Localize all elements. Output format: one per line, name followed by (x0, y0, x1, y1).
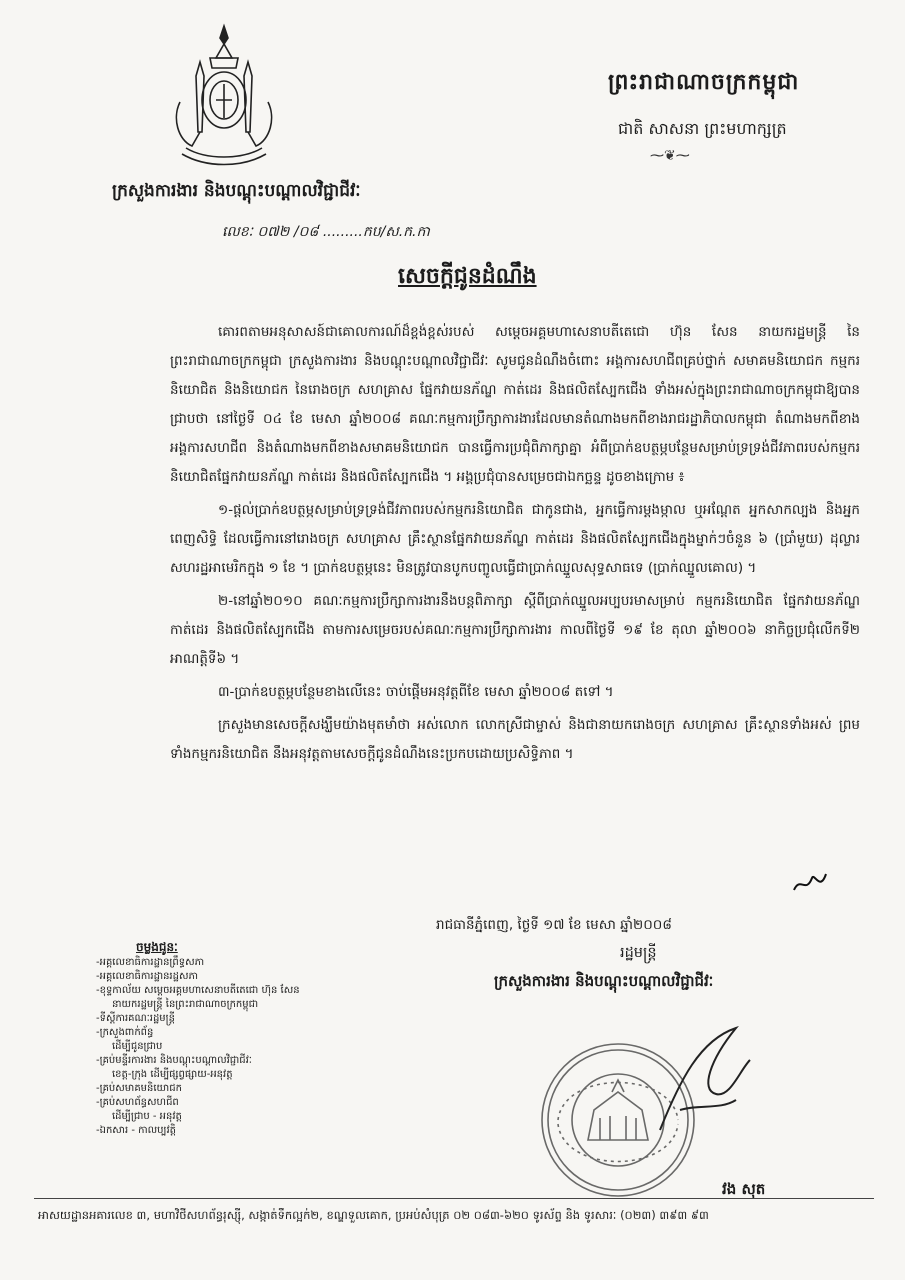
recipient-item: -គ្រប់សមាគមនិយោជក (96, 1083, 182, 1094)
signatory-ministry: ក្រសួងការងារ និងបណ្តុះបណ្តាលវិជ្ជាជីវៈ (494, 972, 714, 990)
recipients-heading: ចម្លងជូនៈ (136, 940, 178, 954)
body-paragraph-intro: គោរពតាមអនុសាសន៍ជាគោលការណ៍ដ៏ខ្ពង់ខ្ពស់របស់ សម្តេចអគ្គមហាសេនាបតីតេជោ ហ៊ុន សែន នាយករដ្ឋមន្ត្រី នៃព្រះរាជាណាចក្រកម្ពុជា ក្រសួងការងារ និងបណ្តុះបណ្តាលវិជ្ជាជីវៈ សូមជូនដំណឹងចំពោះ អង្គការសហជីពគ្រប់ថ្នាក់ សមាគមនិយោជក កម្មករនិយោជិត និងនិយោជក នៃរោងចក្រ សហគ្រាស ផ្នែកវាយនភ័ណ្ឌ កាត់ដេរ និងផលិតស្បែកជើង ទាំងអស់ក្នុងព្រះរាជាណាចក្រកម្ពុជាឱ្យបានជ្រាបថា នៅថ្ងៃទី ០៤ ខែ មេសា ឆ្នាំ២០០៨ គណៈកម្មការប្រឹក្សាការងារដែលមានតំណាងមកពីខាងរាជរដ្ឋាភិបាលកម្ពុជា តំណាងមកពីខាងអង្គការសហជីព និងតំណាងមកពីខាងសមាគមនិយោជក បានធ្វើការប្រជុំពិភាក្សាគ្នា អំពីប្រាក់ឧបត្ថម្ភបន្ថែមសម្រាប់ទ្រទ្រង់ជីវភាពរបស់កម្មករនិយោជិតផ្នែកវាយនភ័ណ្ឌ កាត់ដេរ និងផលិតស្បែកជើង ។ អង្គប្រជុំបានសម្រេចជាឯកច្ឆន្ទ ដូចខាងក្រោម ៖ (170, 324, 860, 485)
national-motto: ជាតិ សាសនា ព្រះមហាក្សត្រ (618, 119, 787, 138)
reference-number: លេខៈ ០៧២ /០៨ .........កប/ស.ក.កា (222, 224, 430, 240)
recipient-item: នាយករដ្ឋមន្ត្រី នៃព្រះរាជាណាចក្រកម្ពុជា (112, 999, 259, 1010)
recipient-item: -គ្រប់មន្ទីរការងារ និងបណ្តុះបណ្តាលវិជ្ជាជីវៈ (96, 1055, 252, 1066)
recipient-item: -ក្រសួងពាក់ព័ន្ធ (96, 1027, 154, 1038)
recipient-item: -អគ្គលេខាធិការដ្ឋានរដ្ឋសភា (96, 971, 198, 982)
body-paragraph-point-1: ១-ផ្តល់ប្រាក់ឧបត្ថម្ភសម្រាប់ទ្រទ្រង់ជីវភាពរបស់កម្មករនិយោជិត ជាកូនជាង, អ្នកធ្វើការម្តងម្កាល ឬអណ្តែត អ្នកសាកល្បង និងអ្នកពេញសិទ្ធិ ដែលធ្វើការនៅរោងចក្រ សហគ្រាស គ្រឹះស្ថានផ្នែកវាយនភ័ណ្ឌ កាត់ដេរ និងផលិតស្បែកជើងក្នុងម្នាក់ៗចំនួន ៦ (ប្រាំមួយ) ដុល្លារសហរដ្ឋអាមេរិកក្នុង ១ ខែ ។ ប្រាក់ឧបត្ថម្ភនេះ មិនត្រូវបានបូកបញ្ចូលធ្វើជាប្រាក់ឈ្នួលសុទ្ធសាធទេ (ប្រាក់ឈ្នួលគោល) ។ (170, 502, 860, 576)
body-paragraph-point-2: ២-នៅឆ្នាំ២០១០ គណៈកម្មការប្រឹក្សាការងារនឹងបន្តពិភាក្សា ស្តីពីប្រាក់ឈ្នួលអប្បបរមាសម្រាប់ កម្មករនិយោជិត ផ្នែកវាយនភ័ណ្ឌ កាត់ដេរ និងផលិតស្បែកជើង តាមការសម្រេចរបស់គណៈកម្មការប្រឹក្សាការងារ កាលពីថ្ងៃទី ១៩ ខែ តុលា ឆ្នាំ២០០៦ នាកិច្ចប្រជុំលើកទី២ អាណត្តិទី៦ ។ (170, 593, 860, 667)
recipient-item: -ទីស្តីការគណៈរដ្ឋមន្ត្រី (96, 1013, 175, 1024)
recipient-item: -ខុទ្ទកាល័យ សម្តេចអគ្គមហាសេនាបតីតេជោ ហ៊ុន សែន (96, 985, 300, 996)
initials-mark-icon (790, 868, 830, 898)
footer-divider (34, 1198, 874, 1199)
issuing-ministry: ក្រសួងការងារ និងបណ្តុះបណ្តាលវិជ្ជាជីវៈ (112, 181, 361, 201)
body-paragraph-closing: ក្រសួងមានសេចក្តីសង្ឃឹមយ៉ាងមុតមាំថា អស់លោក លោកស្រីជាម្ចាស់ និងជានាយករោងចក្រ សហគ្រាស គ្រឹះស្ថានទាំងអស់ ព្រមទាំងកម្មករនិយោជិត នឹងអនុវត្តតាមសេចក្តីជូនដំណឹងនេះប្រកបដោយប្រសិទ្ធិភាព ។ (170, 717, 860, 762)
document-title: សេចក្តីជូនដំណឹង (398, 263, 537, 289)
motto-ornament: ⁓❦⁓ (650, 148, 690, 164)
copy-recipients (96, 940, 326, 1138)
recipient-item: ខេត្ត-ក្រុង ដើម្បីផ្សព្វផ្សាយ-អនុវត្ត (112, 1069, 233, 1080)
date-line: រាជធានីភ្នំពេញ, ថ្ងៃទី ១៧ ខែ មេសា ឆ្នាំ២០០៨ (436, 917, 672, 933)
recipient-item: ដើម្បីជ្រាប - អនុវត្ត (112, 1111, 182, 1122)
signatory-title: រដ្ឋមន្ត្រី (620, 945, 657, 961)
signature-mark-icon (640, 1020, 760, 1150)
kingdom-heading: ព្រះរាជាណាចក្រកម្ពុជា (608, 69, 800, 95)
footer-address: អាសយដ្ឋានអគារលេខ ៣, មហាវិថីសហព័ន្ធរុស្ស៊ី, សង្កាត់ទឹកល្អក់២, ខណ្ឌទួលគោក, ប្រអប់សំបុត្រ ០២ ០៨៣-៦២០ ទូរស័ព្ទ និង ទូរសារៈ (០២៣) ៣៩៣ ៩៣ (38, 1208, 709, 1222)
signatory-name: វង សុត (722, 1180, 766, 1198)
royal-emblem-icon (166, 22, 282, 172)
recipient-item: -គ្រប់សហព័ន្ធសហជីព (96, 1097, 179, 1108)
recipient-item: ដើម្បីជូនជ្រាប (112, 1041, 163, 1052)
recipient-item: -ឯកសារ - កាលប្បវត្តិ (96, 1125, 177, 1136)
body-paragraph-point-3: ៣-ប្រាក់ឧបត្ថម្ភបន្ថែមខាងលើនេះ ចាប់ផ្តើមអនុវត្តពីខែ មេសា ឆ្នាំ២០០៨ តទៅ ។ (218, 684, 614, 700)
recipient-item: -អគ្គលេខាធិការដ្ឋានព្រឹទ្ធសភា (96, 957, 205, 968)
document-body (170, 318, 860, 769)
